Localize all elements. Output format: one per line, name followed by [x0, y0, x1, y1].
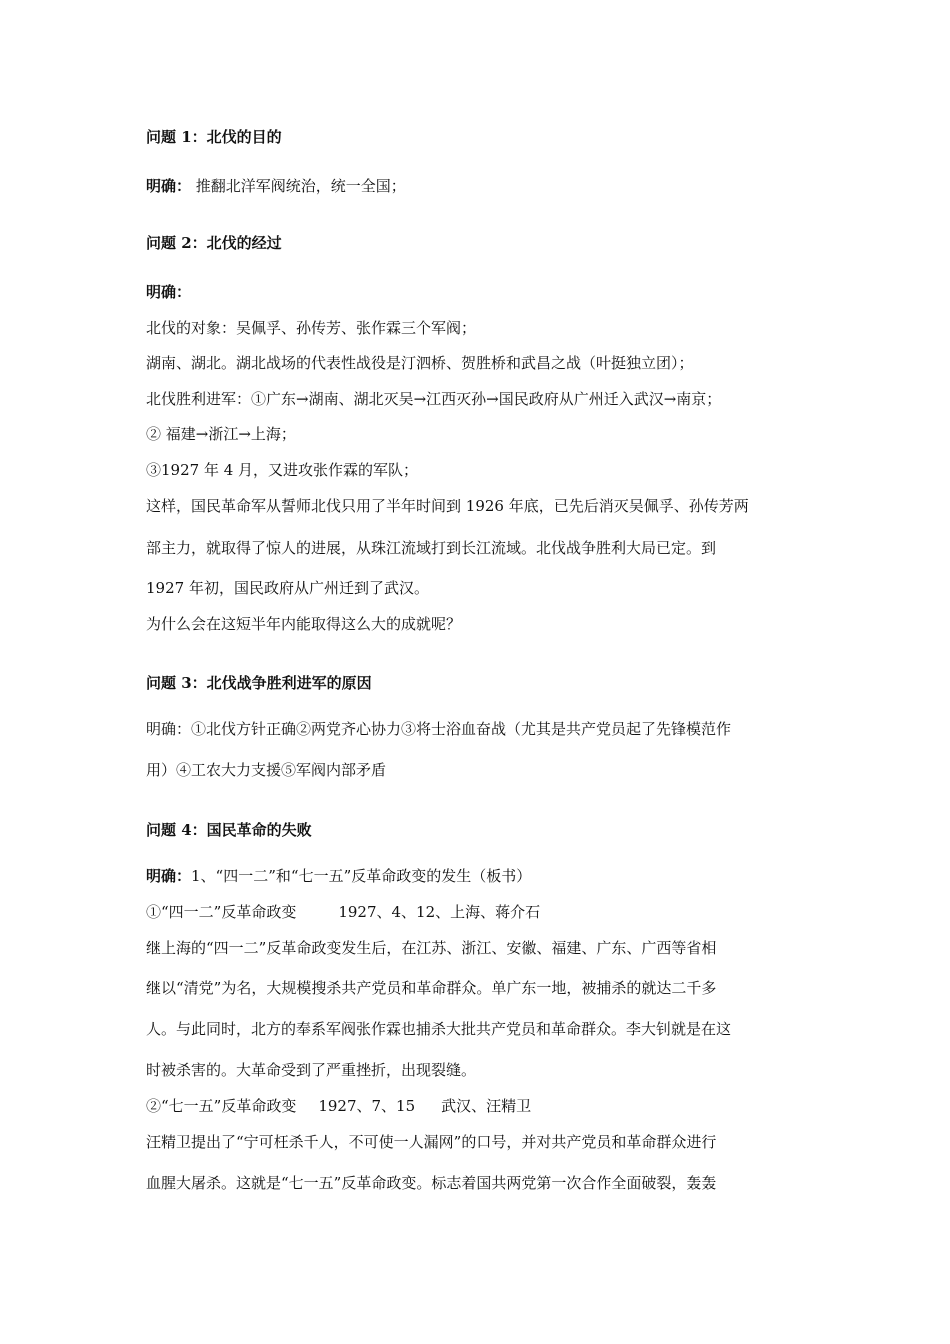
q3-title: 问题 3：北伐战争胜利进军的原因 — [146, 674, 372, 692]
q1-label: 明确： — [146, 177, 192, 195]
q2-line-8: 1927 年初，国民政府从广州迁到了武汉。 — [146, 579, 429, 597]
q2-line-9: 为什么会在这短半年内能取得这么大的成就呢？ — [146, 615, 462, 633]
q2-line-2: 湖南、湖北。湖北战场的代表性战役是汀泗桥、贺胜桥和武昌之战（叶挺独立团）； — [146, 354, 694, 372]
q2-line-5: ③1927 年 4 月，又进攻张作霖的军队； — [146, 461, 419, 479]
event-412-detail: 1927、4、12、上海、蒋介石 — [338, 903, 541, 921]
q4-first — [146, 866, 531, 886]
q3-line-1: 明确：①北伐方针正确②两党齐心协力③将士浴血奋战（尤其是共产党员起了先锋模范作 — [146, 720, 732, 738]
q1-title: 问题 1：北伐的目的 — [146, 128, 282, 146]
q2-line-4: ② 福建→浙江→上海； — [146, 425, 296, 443]
q2-title: 问题 2：北伐的经过 — [146, 234, 282, 252]
q2-line-7: 部主力，就取得了惊人的进展，从珠江流域打到长江流域。北伐战争胜利大局已定。到 — [146, 539, 717, 557]
event-715 — [146, 1096, 531, 1116]
p1-line-4: 时被杀害的。大革命受到了严重挫折，出现裂缝。 — [146, 1061, 477, 1079]
q1-text: 推翻北洋军阀统治，统一全国； — [191, 177, 406, 195]
q4-label: 明确： — [146, 867, 192, 885]
p2-line-1: 汪精卫提出了“宁可枉杀千人，不可使一人漏网”的口号，并对共产党员和革命群众进行 — [146, 1133, 717, 1151]
p1-line-3: 人。与此同时，北方的奉系军阀张作霖也捕杀大批共产党员和革命群众。李大钊就是在这 — [146, 1020, 732, 1038]
p1-line-1: 继上海的“四一二”反革命政变发生后，在江苏、浙江、安徽、福建、广东、广西等省相 — [146, 939, 717, 957]
event-715-date: 1927、7、15 — [318, 1097, 416, 1115]
q4-title: 问题 4：国民革命的失败 — [146, 821, 312, 839]
q2-line-1: 北伐的对象：吴佩孚、孙传芳、张作霖三个军阀； — [146, 319, 477, 337]
q3-line-2: 用）④工农大力支援⑤军阀内部矛盾 — [146, 761, 387, 779]
event-715-place: 武汉、汪精卫 — [441, 1097, 532, 1115]
q2-line-6: 这样，国民革命军从誓师北伐只用了半年时间到 1926 年底，已先后消灭吴佩孚、孙传芳两 — [146, 497, 749, 515]
event-412-name: ①“四一二”反革命政变 — [146, 903, 297, 921]
q1-answer — [146, 176, 406, 196]
event-412 — [146, 902, 540, 922]
p1-line-2: 继以“清党”为名，大规模搜杀共产党员和革命群众。单广东一地，被捕杀的就达二千多 — [146, 979, 717, 997]
p2-line-2: 血腥大屠杀。这就是“七一五”反革命政变。标志着国共两党第一次合作全面破裂，轰轰 — [146, 1174, 717, 1192]
q2-label: 明确： — [146, 283, 192, 301]
q2-line-3: 北伐胜利进军：①广东→湖南、湖北灭吴→江西灭孙→国民政府从广州迁入武汉→南京； — [146, 390, 722, 408]
event-715-name: ②“七一五”反革命政变 — [146, 1097, 297, 1115]
q4-first-text: 1、“四一二”和“七一五”反革命政变的发生（板书） — [191, 867, 532, 885]
